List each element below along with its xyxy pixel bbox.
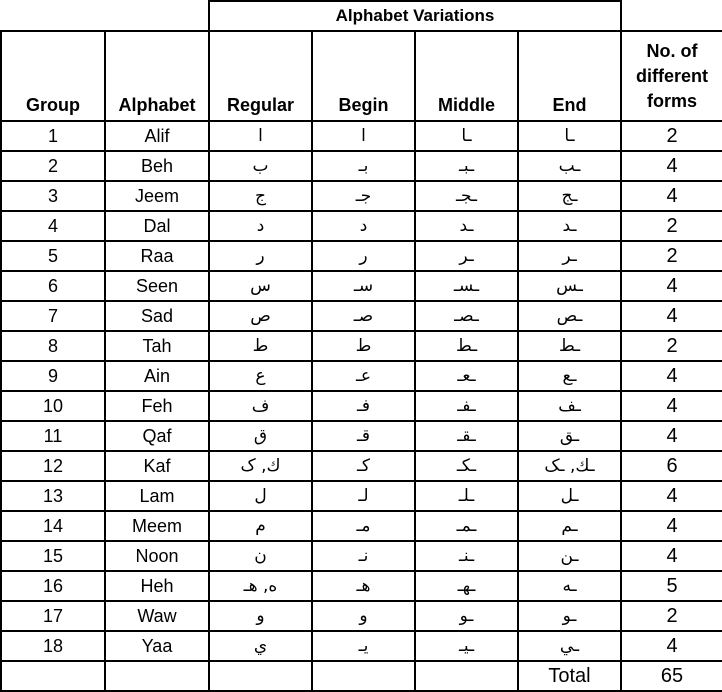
begin-form-cell: سـ	[312, 271, 415, 301]
blank-cell	[1, 1, 105, 31]
table-row	[1, 211, 722, 241]
regular-form-cell: ل	[209, 481, 312, 511]
regular-form-cell: ج	[209, 181, 312, 211]
group-cell: 14	[1, 511, 105, 541]
alphabet-cell: Sad	[105, 301, 209, 331]
begin-form-cell: ط	[312, 331, 415, 361]
middle-form-cell: ـو	[415, 601, 518, 631]
alphabet-cell: Beh	[105, 151, 209, 181]
alphabet-cell: Jeem	[105, 181, 209, 211]
group-cell: 15	[1, 541, 105, 571]
alphabet-cell: Waw	[105, 601, 209, 631]
regular-form-cell: ر	[209, 241, 312, 271]
regular-form-cell: ي	[209, 631, 312, 661]
regular-form-cell: و	[209, 601, 312, 631]
group-cell: 8	[1, 331, 105, 361]
table-row	[1, 421, 722, 451]
table-row	[1, 391, 722, 421]
middle-form-cell: ـفـ	[415, 391, 518, 421]
table-row	[1, 451, 722, 481]
forms-count-cell: 4	[621, 421, 722, 451]
middle-form-cell: ـمـ	[415, 511, 518, 541]
end-form-cell: ـص	[518, 301, 621, 331]
table-row	[1, 331, 722, 361]
group-cell: 1	[1, 121, 105, 151]
table-row	[1, 511, 722, 541]
group-cell: 11	[1, 421, 105, 451]
forms-count-cell: 4	[621, 361, 722, 391]
middle-form-cell: ـلـ	[415, 481, 518, 511]
group-cell: 3	[1, 181, 105, 211]
group-cell: 6	[1, 271, 105, 301]
end-form-cell: ـط	[518, 331, 621, 361]
middle-form-cell: ـجـ	[415, 181, 518, 211]
forms-count-cell: 2	[621, 211, 722, 241]
begin-form-cell: هـ	[312, 571, 415, 601]
blank-cell	[105, 1, 209, 31]
begin-form-cell: ر	[312, 241, 415, 271]
forms-count-cell: 4	[621, 271, 722, 301]
alphabet-cell: Lam	[105, 481, 209, 511]
end-form-cell: ـه	[518, 571, 621, 601]
end-form-cell: ـس	[518, 271, 621, 301]
header-regular: Regular	[209, 31, 312, 121]
table-row	[1, 271, 722, 301]
header-row	[1, 31, 722, 121]
end-form-cell: ـن	[518, 541, 621, 571]
regular-form-cell: ب	[209, 151, 312, 181]
end-form-cell: ـم	[518, 511, 621, 541]
forms-count-cell: 2	[621, 331, 722, 361]
regular-form-cell: ع	[209, 361, 312, 391]
end-form-cell: ـع	[518, 361, 621, 391]
middle-form-cell: ـعـ	[415, 361, 518, 391]
middle-form-cell: ـصـ	[415, 301, 518, 331]
begin-form-cell: قـ	[312, 421, 415, 451]
table-row	[1, 361, 722, 391]
group-cell: 5	[1, 241, 105, 271]
middle-form-cell: ـبـ	[415, 151, 518, 181]
middle-form-cell: ـهـ	[415, 571, 518, 601]
begin-form-cell: جـ	[312, 181, 415, 211]
begin-form-cell: د	[312, 211, 415, 241]
blank-cell	[621, 1, 722, 31]
regular-form-cell: ك, ک	[209, 451, 312, 481]
table-row	[1, 541, 722, 571]
middle-form-cell: ـکـ	[415, 451, 518, 481]
group-cell: 12	[1, 451, 105, 481]
table-row	[1, 181, 722, 211]
alphabet-cell: Noon	[105, 541, 209, 571]
group-cell: 4	[1, 211, 105, 241]
regular-form-cell: ق	[209, 421, 312, 451]
end-form-cell: ـق	[518, 421, 621, 451]
header-alphabet: Alphabet	[105, 31, 209, 121]
header-begin: Begin	[312, 31, 415, 121]
header-end: End	[518, 31, 621, 121]
middle-form-cell: ـقـ	[415, 421, 518, 451]
forms-count-cell: 4	[621, 151, 722, 181]
alphabet-cell: Feh	[105, 391, 209, 421]
forms-count-cell: 5	[621, 571, 722, 601]
end-form-cell: ـج	[518, 181, 621, 211]
table-title: Alphabet Variations	[209, 1, 621, 31]
table-row	[1, 601, 722, 631]
regular-form-cell: ط	[209, 331, 312, 361]
header-group: Group	[1, 31, 105, 121]
alphabet-cell: Qaf	[105, 421, 209, 451]
table-row	[1, 631, 722, 661]
forms-count-cell: 4	[621, 181, 722, 211]
forms-count-cell: 4	[621, 511, 722, 541]
regular-form-cell: ص	[209, 301, 312, 331]
end-form-cell: ـر	[518, 241, 621, 271]
group-cell: 16	[1, 571, 105, 601]
title-row	[1, 1, 722, 31]
begin-form-cell: عـ	[312, 361, 415, 391]
middle-form-cell: ـر	[415, 241, 518, 271]
table-row	[1, 301, 722, 331]
alphabet-cell: Raa	[105, 241, 209, 271]
alphabet-cell: Kaf	[105, 451, 209, 481]
end-form-cell: ـف	[518, 391, 621, 421]
end-form-cell: ـو	[518, 601, 621, 631]
middle-form-cell: ـنـ	[415, 541, 518, 571]
begin-form-cell: مـ	[312, 511, 415, 541]
end-form-cell: ـك, ـک	[518, 451, 621, 481]
alphabet-cell: Meem	[105, 511, 209, 541]
total-label: Total	[518, 661, 621, 691]
begin-form-cell: کـ	[312, 451, 415, 481]
group-cell: 7	[1, 301, 105, 331]
group-cell: 10	[1, 391, 105, 421]
middle-form-cell: ـا	[415, 121, 518, 151]
header-forms: No. of different forms	[621, 31, 722, 121]
table-row	[1, 481, 722, 511]
regular-form-cell: م	[209, 511, 312, 541]
table-row	[1, 151, 722, 181]
end-form-cell: ـل	[518, 481, 621, 511]
middle-form-cell: ـد	[415, 211, 518, 241]
forms-count-cell: 2	[621, 241, 722, 271]
begin-form-cell: نـ	[312, 541, 415, 571]
table-row	[1, 121, 722, 151]
begin-form-cell: ا	[312, 121, 415, 151]
alphabet-cell: Seen	[105, 271, 209, 301]
forms-count-cell: 2	[621, 121, 722, 151]
begin-form-cell: لـ	[312, 481, 415, 511]
regular-form-cell: ه, هـ	[209, 571, 312, 601]
forms-count-cell: 4	[621, 301, 722, 331]
group-cell: 13	[1, 481, 105, 511]
table-row	[1, 241, 722, 271]
forms-count-cell: 6	[621, 451, 722, 481]
begin-form-cell: فـ	[312, 391, 415, 421]
begin-form-cell: و	[312, 601, 415, 631]
header-middle: Middle	[415, 31, 518, 121]
regular-form-cell: ف	[209, 391, 312, 421]
group-cell: 2	[1, 151, 105, 181]
regular-form-cell: د	[209, 211, 312, 241]
forms-count-cell: 2	[621, 601, 722, 631]
begin-form-cell: يـ	[312, 631, 415, 661]
begin-form-cell: صـ	[312, 301, 415, 331]
regular-form-cell: ا	[209, 121, 312, 151]
end-form-cell: ـي	[518, 631, 621, 661]
alphabet-cell: Alif	[105, 121, 209, 151]
middle-form-cell: ـسـ	[415, 271, 518, 301]
regular-form-cell: س	[209, 271, 312, 301]
total-value: 65	[621, 661, 722, 691]
forms-count-cell: 4	[621, 481, 722, 511]
middle-form-cell: ـيـ	[415, 631, 518, 661]
alphabet-cell: Yaa	[105, 631, 209, 661]
regular-form-cell: ن	[209, 541, 312, 571]
forms-count-cell: 4	[621, 391, 722, 421]
end-form-cell: ـا	[518, 121, 621, 151]
forms-count-cell: 4	[621, 541, 722, 571]
group-cell: 9	[1, 361, 105, 391]
begin-form-cell: بـ	[312, 151, 415, 181]
group-cell: 18	[1, 631, 105, 661]
alphabet-cell: Heh	[105, 571, 209, 601]
group-cell: 17	[1, 601, 105, 631]
end-form-cell: ـب	[518, 151, 621, 181]
alphabet-cell: Tah	[105, 331, 209, 361]
forms-count-cell: 4	[621, 631, 722, 661]
alphabet-cell: Dal	[105, 211, 209, 241]
alphabet-cell: Ain	[105, 361, 209, 391]
end-form-cell: ـد	[518, 211, 621, 241]
middle-form-cell: ـط	[415, 331, 518, 361]
table-row	[1, 571, 722, 601]
